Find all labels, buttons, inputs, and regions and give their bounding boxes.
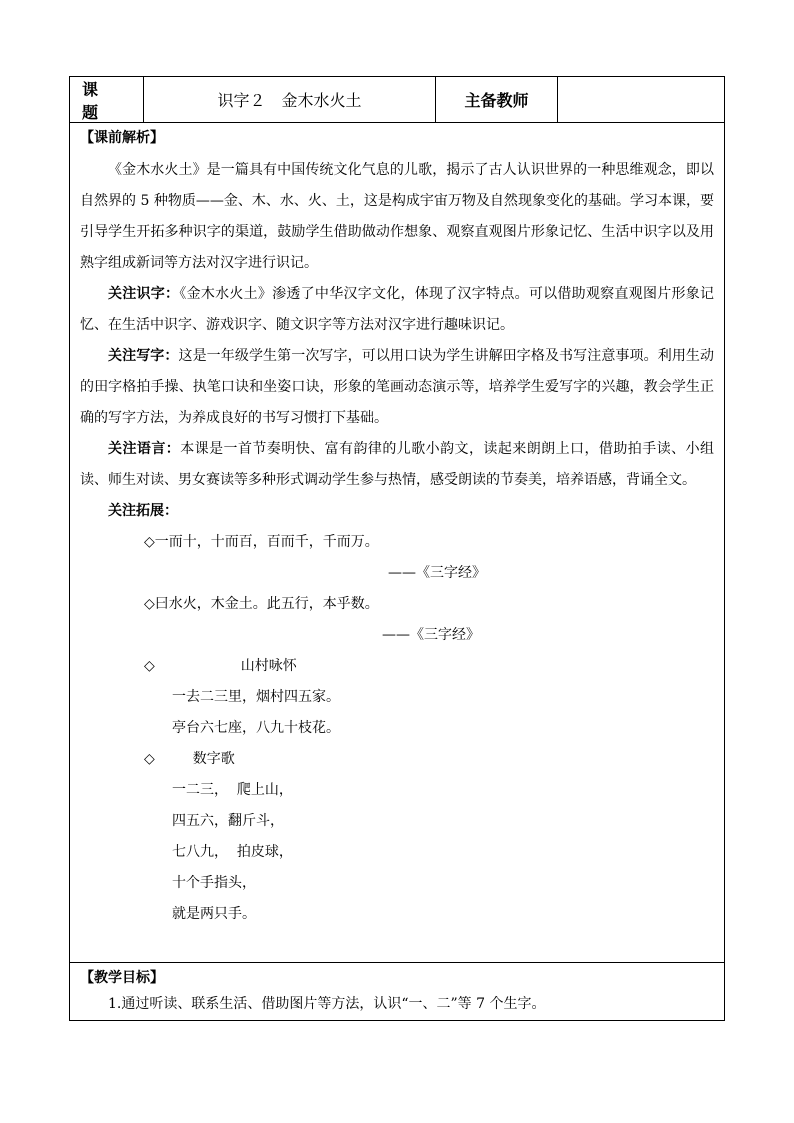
goal-item: 1.通过听读、联系生活、借助图片等方法，认识“一、二”等 7 个生字。	[108, 996, 546, 1012]
quote-2-source: ——《三字经》	[382, 627, 480, 643]
quote-1-source: ——《三字经》	[388, 565, 486, 581]
lesson-title: 识字２ 金木水火土	[143, 77, 435, 122]
quote-2: ◇曰水火，木金土。此五行，本乎数。	[144, 596, 379, 612]
poem-heading	[80, 651, 714, 682]
pre-class-analysis-section	[70, 123, 724, 963]
topic-label: 课题	[82, 79, 115, 122]
literacy-paragraph	[80, 279, 714, 341]
language-text: 本课是一首节奏明快、富有韵律的儿歌小韵文，读起来朗朗上口，借助拍手读、小组读、师生对读、男女赛读等多种形式调动学生参与热情，感受朗读的节奏美，培养语感，背诵全文。	[80, 441, 715, 488]
header-row	[70, 77, 724, 123]
teacher-label: 主备教师	[435, 77, 557, 122]
literacy-text: 《金木水火土》渗透了中华汉字文化，体现了汉字特点。可以借助观察直观图片形象记忆、在生活中识字、游戏识字、随文识字等方法对汉字进行趣味识记。	[80, 286, 715, 333]
poem-line: 一去二三里，烟村四五家。	[172, 689, 340, 705]
analysis-heading: 【课前解析】	[80, 130, 164, 146]
song-line: 一二三， 爬上山，	[172, 782, 293, 798]
writing-text: 这是一年级学生第一次写字，可以用口诀为学生讲解田字格及书写注意事项。利用生动的田字格拍手操、执笔口诀和坐姿口诀，形象的笔画动态演示等，培养学生爱写字的兴趣，教会学生正确的写字方法，为养成良好的书写习惯打下基础。	[80, 348, 715, 426]
song-line: 十个手指头，	[172, 875, 256, 891]
quote-1: ◇一而十，十而百，百而千，千而万。	[144, 534, 379, 550]
writing-paragraph	[80, 341, 714, 434]
teacher-value[interactable]	[557, 77, 724, 122]
song-line: 就是两只手。	[172, 906, 256, 922]
goals-heading: 【教学目标】	[80, 970, 164, 986]
extension-paragraph	[80, 496, 714, 527]
lesson-plan-table	[69, 76, 725, 1021]
song-bullet: ◇	[144, 751, 155, 767]
poem-bullet: ◇	[144, 658, 155, 674]
song-line: 四五六，翻斤斗，	[172, 813, 284, 829]
song-title: 数字歌	[192, 751, 235, 767]
writing-label: 关注写字：	[108, 348, 179, 364]
teaching-goals-section	[70, 963, 724, 1020]
language-paragraph	[80, 434, 714, 496]
song-line: 七八九， 拍皮球，	[172, 844, 293, 860]
song-heading	[80, 744, 714, 775]
extension-label: 关注拓展：	[108, 503, 178, 519]
analysis-intro: 《金木水火土》是一篇具有中国传统文化气息的儿歌，揭示了古人认识世界的一种思维观念，即以自然界的 5 种物质——金、木、水、火、土，这是构成宇宙万物及自然现象变化的基础。学习本课，要引导学生开拓多种识字的渠道，鼓励学生借助做动作想象、观察直观图片形象记忆、生活中识字以及用熟字组成新词等方法对汉字进行识记。	[80, 162, 714, 271]
poem-title: 山村咏怀	[240, 658, 297, 674]
poem-line: 亭台六七座，八九十枝花。	[172, 720, 340, 736]
literacy-label: 关注识字：	[108, 286, 180, 302]
language-label: 关注语言：	[108, 441, 181, 457]
